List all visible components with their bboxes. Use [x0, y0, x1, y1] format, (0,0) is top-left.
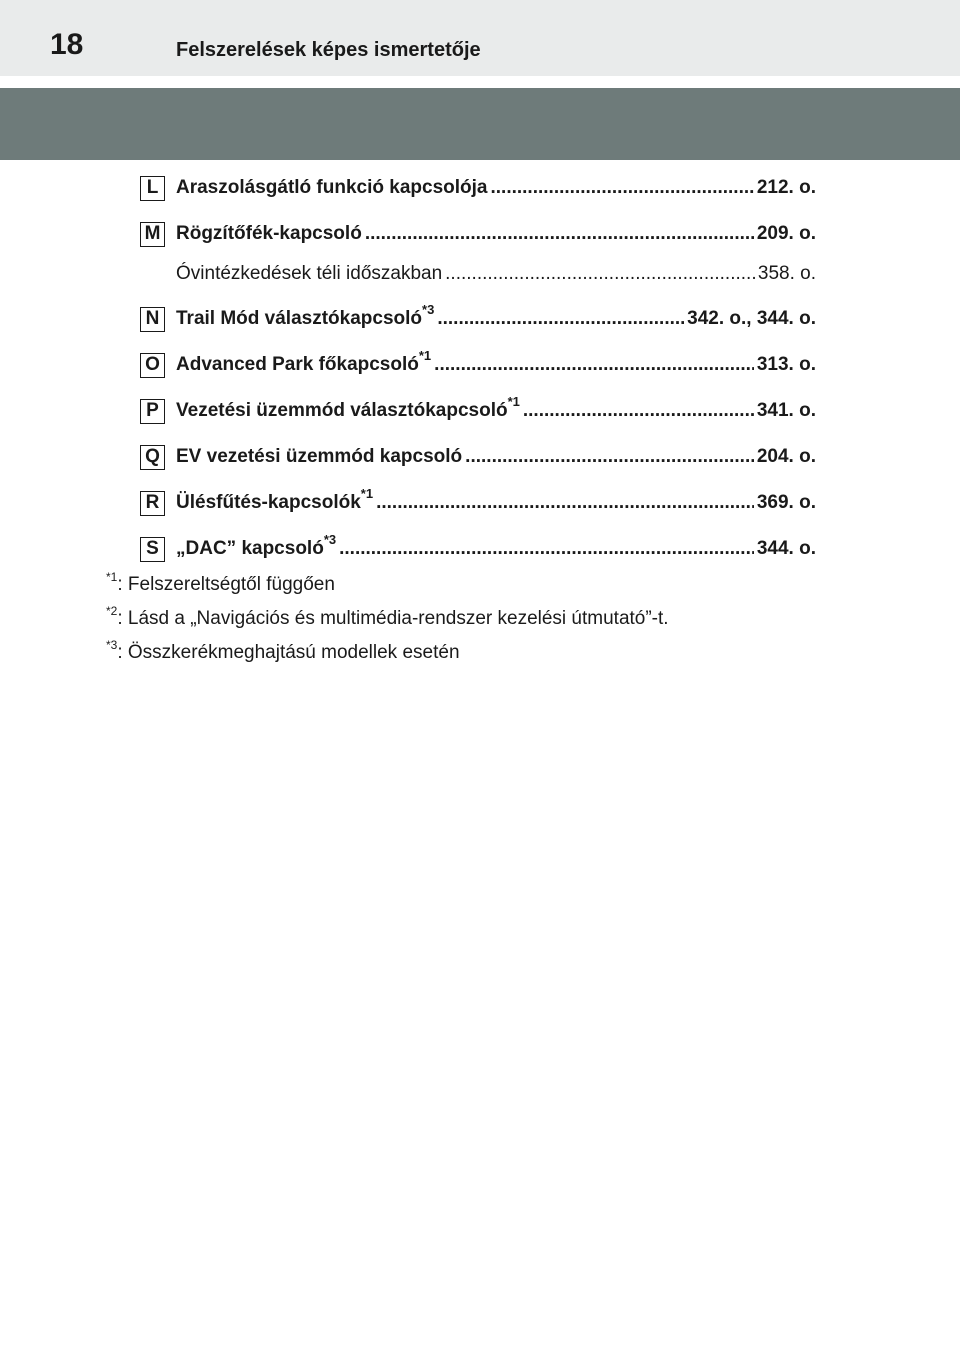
entry-row	[140, 442, 816, 472]
entry-page-ref: 342. o., 344. o.	[687, 308, 816, 329]
entry-page-ref: 313. o.	[756, 354, 816, 375]
footnote: $^{*3}$: Összkerékmeghajtású modellek esetén	[106, 637, 460, 663]
entry-page-ref: 358. o.	[757, 263, 816, 284]
entry-text: Trail Mód választókapcsoló$^{*3}$	[176, 301, 435, 329]
dot-leader	[437, 308, 684, 330]
entry-page-ref: 204. o.	[756, 446, 816, 467]
entry-text: Araszolásgátló funkció kapcsolója	[176, 177, 488, 198]
entry-label-box: O	[140, 353, 165, 378]
entry-text: EV vezetési üzemmód kapcsoló	[176, 446, 463, 467]
entry-row	[140, 173, 816, 203]
dot-leader	[376, 492, 754, 514]
dot-leader	[434, 354, 754, 376]
footnote: $^{*1}$: Felszereltségtől függően	[106, 569, 335, 595]
entry-label-box: L	[140, 176, 165, 201]
entry-label-box: P	[140, 399, 165, 424]
entry-row	[140, 393, 816, 426]
dot-leader	[365, 223, 754, 245]
entry-page-ref: 209. o.	[756, 223, 816, 244]
footnote: $^{*2}$: Lásd a „Navigációs és multimédia-rendszer kezelési útmutató”-t.	[106, 603, 669, 629]
entry-text: Advanced Park főkapcsoló$^{*1}$	[176, 347, 432, 375]
entry-label-box: M	[140, 222, 165, 247]
entry-label-box: R	[140, 491, 165, 516]
entry-label-box: S	[140, 537, 165, 562]
image-placeholder-band	[0, 88, 960, 160]
entry-text: Vezetési üzemmód választókapcsoló$^{*1}$	[176, 393, 520, 421]
dot-leader	[339, 538, 754, 560]
dot-leader	[490, 177, 753, 199]
page-number: 18	[50, 28, 84, 61]
entry-label-box: Q	[140, 445, 165, 470]
entry-page-ref: 341. o.	[756, 400, 816, 421]
entry-text: Óvintézkedések téli időszakban	[176, 263, 443, 284]
dot-leader	[523, 400, 754, 422]
entry-row	[140, 531, 816, 564]
entry-text: Ülésfűtés-kapcsolók$^{*1}$	[176, 485, 374, 513]
entry-row	[140, 347, 816, 380]
entry-text: „DAC” kapcsoló$^{*3}$	[176, 531, 337, 559]
entry-row-sub	[140, 259, 816, 289]
page-header	[0, 0, 960, 76]
entry-page-ref: 212. o.	[756, 177, 816, 198]
entry-text: Rögzítőfék-kapcsoló	[176, 223, 362, 244]
entry-page-ref: 369. o.	[756, 492, 816, 513]
entry-row	[140, 485, 816, 518]
dot-leader	[465, 446, 754, 468]
entry-row	[140, 219, 816, 249]
entry-row	[140, 301, 816, 334]
entry-label-box: N	[140, 307, 165, 332]
section-title: Felszerelések képes ismertetője	[176, 39, 481, 61]
entry-page-ref: 344. o.	[756, 538, 816, 559]
dot-leader	[445, 263, 755, 285]
